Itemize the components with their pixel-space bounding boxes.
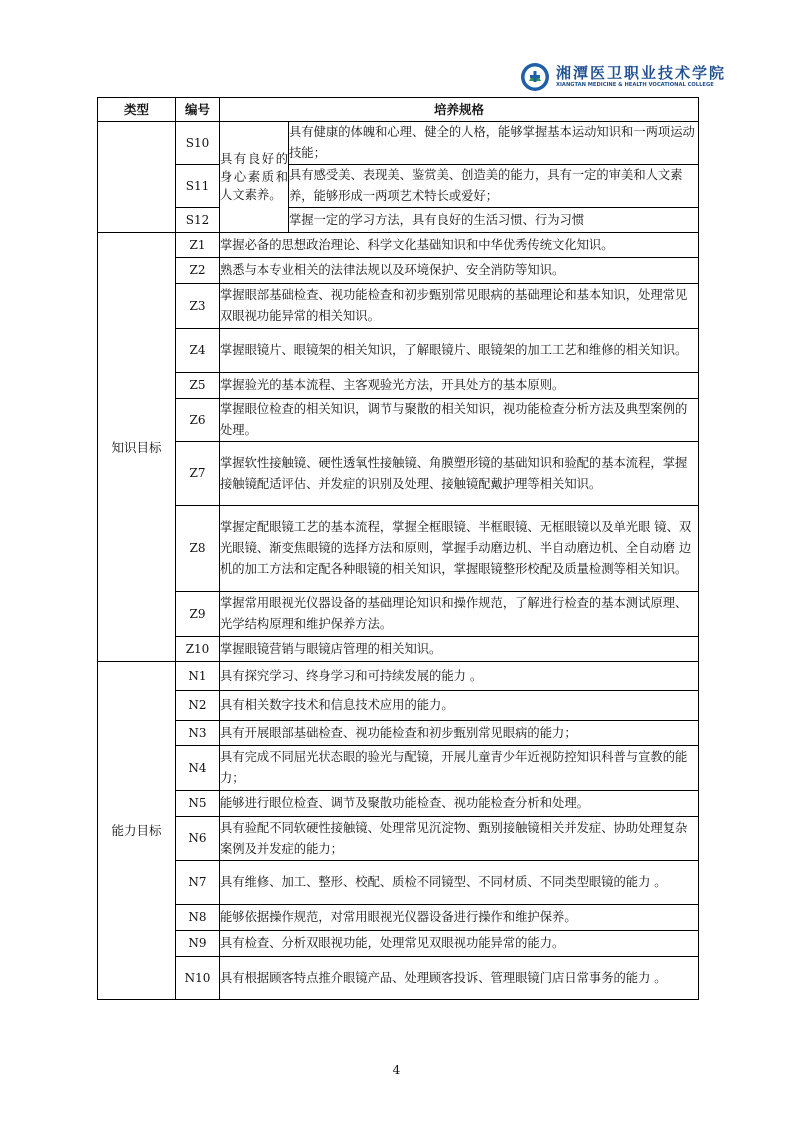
page-number: 4 [392,1063,401,1077]
row-code: Z7 [176,442,220,506]
row-spec: 具有健康的体魄和心理、健全的人格，能够掌握基本运动知识和一两项运动技能； [289,122,699,165]
header-code: 编号 [176,98,220,122]
row-spec: 掌握眼镜营销与眼镜店管理的相关知识。 [220,637,699,662]
row-spec: 能够依据操作规范，对常用眼视光仪器设备进行操作和维护保养。 [220,905,699,931]
row-code: N3 [176,721,220,746]
table-row [98,165,699,208]
row-spec: 具有开展眼部基础检查、视功能检查和初步甄别常见眼病的能力； [220,721,699,746]
quality-category-cell [98,122,176,233]
row-spec: 具有相关数字技术和信息技术应用的能力。 [220,691,699,721]
row-code: Z9 [176,592,220,637]
row-spec: 掌握一定的学习方法，具有良好的生活习惯、行为习惯 [289,208,699,233]
row-code: N1 [176,662,220,691]
row-code: N8 [176,905,220,931]
row-code: Z6 [176,399,220,442]
row-spec: 掌握定配眼镜工艺的基本流程，掌握全框眼镜、半框眼镜、无框眼镜以及单光眼 镜、双光眼镜、渐变焦眼镜的选择方法和原则，掌握手动磨边机、半自动磨边机、全自动磨 边机的加工方法和定配各种眼镜的相关知识，掌握眼镜整形校配及质量检测等相关知识。 [220,506,699,592]
row-spec: 具有感受美、表现美、鉴赏美、创造美的能力，具有一定的审美和人文素养，能够形成一两项艺术特长或爱好； [289,165,699,208]
row-spec: 具有检查、分析双眼视功能，处理常见双眼视功能异常的能力。 [220,931,699,957]
table-row [98,208,699,233]
table-row [98,721,699,746]
row-spec: 掌握眼部基础检查、视功能检查和初步甄别常见眼病的基础理论和基本知识，处理常见双眼视功能异常的相关知识。 [220,284,699,329]
row-spec: 掌握眼镜片、眼镜架的相关知识，了解眼镜片、眼镜架的加工工艺和维修的相关知识。 [220,329,699,373]
college-name-en: XIANGTAN MEDICINE & HEALTH VOCATIONAL COLLEGE [556,82,714,88]
table-row [98,329,699,373]
row-code: Z4 [176,329,220,373]
quality-sub-label: 具有良好的身心素质和人文素养。 [220,122,289,233]
row-code: Z10 [176,637,220,662]
row-spec: 掌握常用眼视光仪器设备的基础理论知识和操作规范，了解进行检查的基本测试原理、光学结构原理和维护保养方法。 [220,592,699,637]
row-spec: 具有根据顾客特点推介眼镜产品、处理顾客投诉、管理眼镜门店日常事务的能力 。 [220,957,699,1000]
table-row [98,662,699,691]
page-header [520,62,727,96]
row-code: N2 [176,691,220,721]
row-code: Z3 [176,284,220,329]
row-spec: 具有验配不同软硬性接触镜、处理常见沉淀物、甄别接触镜相关并发症、协助处理复杂案例及并发症的能力； [220,817,699,861]
row-code: N7 [176,861,220,905]
row-code: S10 [176,122,220,165]
row-code: Z8 [176,506,220,592]
row-spec: 具有完成不同屈光状态眼的验光与配镜，开展儿童青少年近视防控知识科普与宣教的能力； [220,746,699,791]
college-name-cn: 湘潭医卫职业技术学院 [556,64,727,82]
row-code: Z5 [176,373,220,399]
header-spec: 培养规格 [220,98,699,122]
table-row [98,592,699,637]
row-code: Z2 [176,258,220,284]
table-row [98,122,699,165]
table-row [98,233,699,258]
knowledge-category-label: 知识目标 [98,233,176,662]
table-row [98,691,699,721]
table-row [98,373,699,399]
table-row [98,817,699,861]
table-row [98,905,699,931]
row-code: N4 [176,746,220,791]
row-code: N9 [176,931,220,957]
row-spec: 具有探究学习、终身学习和可持续发展的能力 。 [220,662,699,691]
training-spec-table [97,97,699,1000]
table-row [98,284,699,329]
table-row [98,506,699,592]
row-spec: 掌握软性接触镜、硬性透氧性接触镜、角膜塑形镜的基础知识和验配的基本流程，掌握接触镜配适评估、并发症的识别及处理、接触镜配戴护理等相关知识。 [220,442,699,506]
row-code: S12 [176,208,220,233]
row-code: N6 [176,817,220,861]
row-spec: 掌握眼位检查的相关知识，调节与聚散的相关知识，视功能检查分析方法及典型案例的处理。 [220,399,699,442]
table-row [98,637,699,662]
table-row [98,399,699,442]
row-code: N10 [176,957,220,1000]
table-row [98,746,699,791]
row-spec: 熟悉与本专业相关的法律法规以及环境保护、安全消防等知识。 [220,258,699,284]
table-row [98,861,699,905]
row-code: S11 [176,165,220,208]
table-header-row [98,98,699,122]
ability-category-label: 能力目标 [98,662,176,1000]
table-row [98,931,699,957]
table-row [98,791,699,817]
row-spec: 能够进行眼位检查、调节及聚散功能检查、视功能检查分析和处理。 [220,791,699,817]
row-spec: 掌握必备的思想政治理论、科学文化基础知识和中华优秀传统文化知识。 [220,233,699,258]
table-row [98,258,699,284]
college-emblem-icon [520,62,550,92]
table-row [98,442,699,506]
row-code: Z1 [176,233,220,258]
header-type: 类型 [98,98,176,122]
row-code: N5 [176,791,220,817]
row-spec: 掌握验光的基本流程、主客观验光方法，开具处方的基本原则。 [220,373,699,399]
row-spec: 具有维修、加工、整形、校配、质检不同镜型、不同材质、不同类型眼镜的能力 。 [220,861,699,905]
table-row [98,957,699,1000]
